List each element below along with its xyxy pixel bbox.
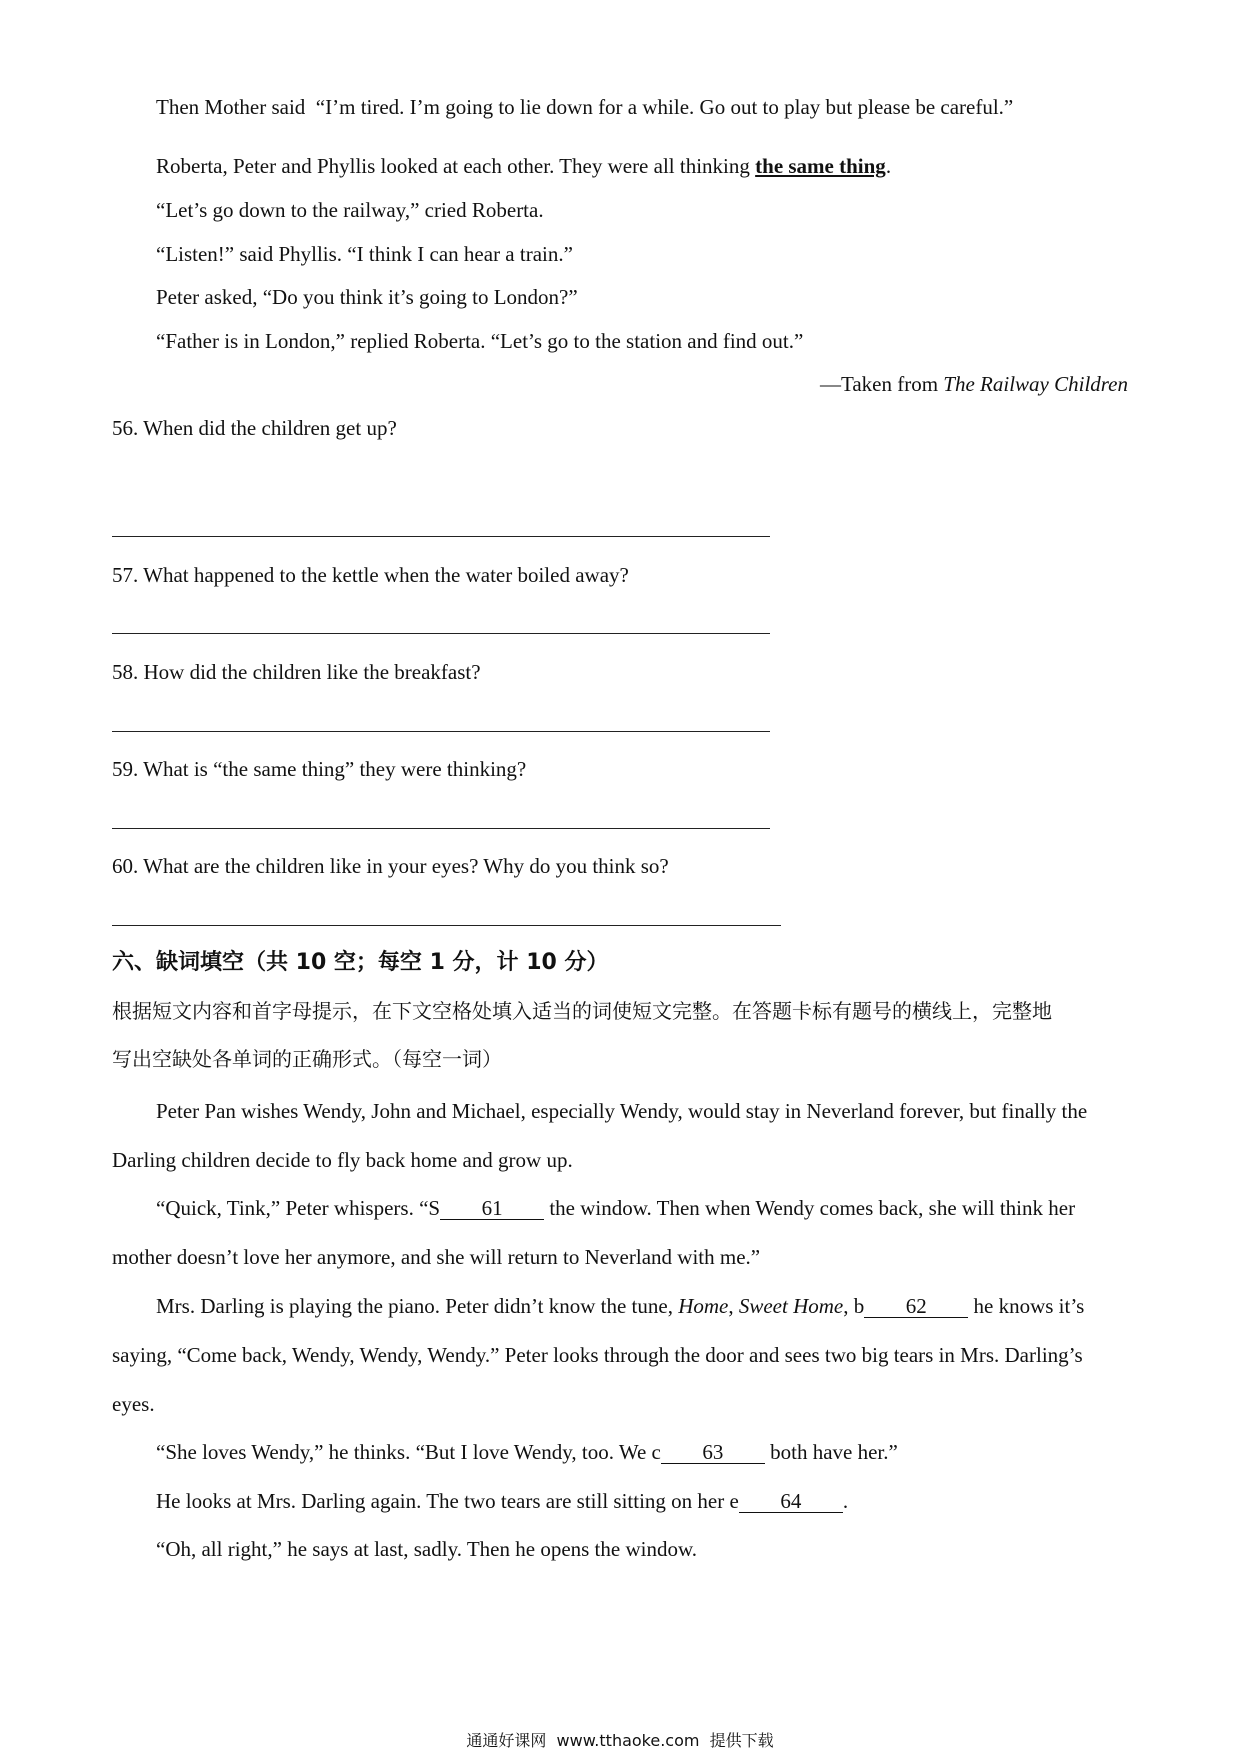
story-looked-post: . <box>885 154 892 178</box>
question-59: 59. What is “the same thing” they were thinking? <box>112 757 527 781</box>
story-mother-line: Then Mother said “I’m tired. I’m going to lie down for a while. Go out to play but please be careful.” <box>156 95 1014 119</box>
passage-p3-c: eyes. <box>112 1392 155 1416</box>
passage-p2-b: mother doesn’t love her anymore, and she will return to Neverland with me.” <box>112 1245 761 1269</box>
story-peter-line: Peter asked, “Do you think it’s going to London?” <box>156 285 578 309</box>
question-58: 58. How did the children like the breakfast? <box>112 660 481 684</box>
passage-p2-a <box>156 1194 1075 1222</box>
story-looked-line <box>156 152 891 180</box>
p4-pre: “She loves Wendy,” he thinks. “But I love Wendy, too. We c <box>156 1440 661 1464</box>
story-looked-pre: Roberta, Peter and Phyllis looked at each other. They were all thinking <box>156 154 756 178</box>
answer-line-58[interactable] <box>112 731 770 732</box>
footer-source: 通通好课网 www.tthaoke.com 提供下载 <box>466 1731 774 1750</box>
story-listen-line: “Listen!” said Phyllis. “I think I can hear a train.” <box>156 242 573 266</box>
p4-post: both have her.” <box>764 1440 898 1464</box>
tune-sweet-home: Sweet Home <box>738 1294 844 1318</box>
blank-61[interactable]: 61 <box>440 1197 544 1220</box>
story-source <box>820 370 1128 398</box>
section-6-instruction-1: 根据短文内容和首字母提示，在下文空格处填入适当的词使短文完整。在答题卡标有题号的横线上，完整地 <box>112 999 1052 1023</box>
p3-mid: , b <box>843 1294 865 1318</box>
p5-pre: He looks at Mrs. Darling again. The two tears are still sitting on her e <box>156 1489 739 1513</box>
answer-line-60[interactable] <box>112 925 781 926</box>
tune-home: Home <box>678 1294 729 1318</box>
p3-post: he knows it’s <box>968 1294 1085 1318</box>
passage-p1-b: Darling children decide to fly back home and grow up. <box>112 1148 573 1172</box>
passage-p3-b: saying, “Come back, Wendy, Wendy, Wendy.” Peter looks through the door and sees two big tears in Mrs. Darling’s <box>112 1343 1083 1367</box>
story-same-thing-highlight: the same thing <box>755 154 886 178</box>
passage-p3-a <box>156 1292 1084 1320</box>
blank-64[interactable]: 64 <box>739 1490 843 1513</box>
blank-62[interactable]: 62 <box>864 1295 968 1318</box>
p5-post: . <box>842 1489 849 1513</box>
question-56: 56. When did the children get up? <box>112 416 397 440</box>
section-6-instruction-2: 写出空缺处各单词的正确形式。（每空一词） <box>112 1047 502 1071</box>
p3-pre: Mrs. Darling is playing the piano. Peter didn’t know the tune, <box>156 1294 679 1318</box>
passage-p1-a: Peter Pan wishes Wendy, John and Michael, especially Wendy, would stay in Neverland forever, but finally the <box>156 1099 1088 1123</box>
passage-p4 <box>156 1438 898 1466</box>
source-title: The Railway Children <box>943 372 1128 396</box>
story-railway-line: “Let’s go down to the railway,” cried Roberta. <box>156 198 544 222</box>
story-father-line: “Father is in London,” replied Roberta. “Let’s go to the station and find out.” <box>156 329 804 353</box>
answer-line-56[interactable] <box>112 536 770 537</box>
section-6-title: 六、缺词填空（共 10 空；每空 1 分，计 10 分） <box>112 950 609 975</box>
passage-p5 <box>156 1487 848 1515</box>
blank-63[interactable]: 63 <box>661 1441 765 1464</box>
question-57: 57. What happened to the kettle when the water boiled away? <box>112 563 629 587</box>
question-60: 60. What are the children like in your eyes? Why do you think so? <box>112 854 669 878</box>
source-prefix: —Taken from <box>819 372 944 396</box>
answer-line-59[interactable] <box>112 828 770 829</box>
answer-line-57[interactable] <box>112 633 770 634</box>
p2-post: the window. Then when Wendy comes back, she will think her <box>544 1196 1076 1220</box>
passage-p6: “Oh, all right,” he says at last, sadly. Then he opens the window. <box>156 1537 698 1561</box>
p2-pre: “Quick, Tink,” Peter whispers. “S <box>156 1196 441 1220</box>
p3-comma: , <box>728 1294 739 1318</box>
